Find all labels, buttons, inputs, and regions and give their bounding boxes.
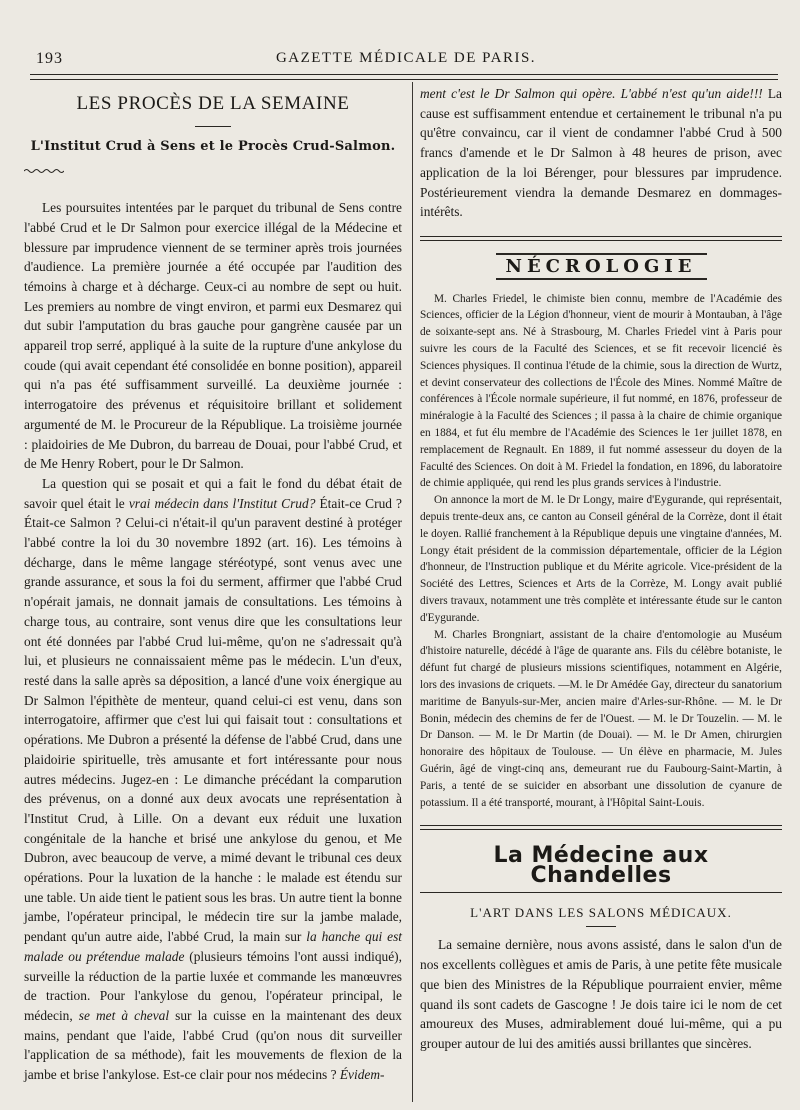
title-rule xyxy=(195,126,231,127)
banner-rule-top xyxy=(420,825,782,830)
art-title: L'ART DANS LES SALONS MÉDICAUX. xyxy=(470,904,732,920)
necrology-friedel: M. Charles Friedel, le chimiste bien connu, membre de l'Académie des Sciences, officier de la Légion d'honneur, vient de mourir à Montauban, à l'âge de soixante-sept ans. Né à Strasbourg, M. Charles Friedel vint à Paris pour suivre les cours de la Faculté des Sciences, et se fit recevoir licencié ès Sciences physiques. Il continua l'étude de la chimie, sous la direction de Wurtz, et devint conservateur des collections de l'École des Mines. Nommé Maître de conférences à l'École normale supérieure, il fut nommé, en 1876, professeur de minéralogie à la Faculté des Sciences ; il passa à la chaire de chimie organique en 1884, et fut élu membre de l'Académie des Sciences le 1er juillet 1878, en remplacement de Regnault. En 1889, il fut nommé assesseur du doyen de la Faculté des Sciences. On doit à M. Friedel la fondation, en 1896, du laboratoire de chimie appliquée, qui rend les plus grands services à l'industrie. xyxy=(420,292,782,490)
page-header xyxy=(36,48,776,70)
paragraph-1: Les poursuites intentées par le parquet du tribunal de Sens contre l'abbé Crud et le Dr Salmon pour exercice illégal de la Médecine et blessure par imprudence viennent de se terminer après trois journées d'audience. La première journée a été occupée par l'audition des témoins à charge et à décharge. Ceux-ci au nombre de sept ou huit. Les premiers au nombre de vingt environ, et parmi eux Desmarez qui dut subir l'amputation du bras gauche pour gangrène causée par un appareil trop serré, appliqué à la suite de la rupture d'une ankylose du coude (qui avait cependant été consolidée en bonne position), appareil qui n'a pas été suffisamment surveillé. La deuxième journée : interrogatoire des prévenus et réquisitoire brillant et solidement argumenté de M. le Procureur de la République. La troisième journée : plaidoiries de Me Dubron, du barreau de Douai, pour l'abbé Crud, et de Me Henry Robert, pour le Dr Salmon. xyxy=(24,200,402,472)
column-divider xyxy=(412,82,413,1102)
header-rule xyxy=(30,74,778,80)
necrology-longy: On annonce la mort de M. le Dr Longy, maire d'Eygurande, qui représentait, depuis trente-deux ans, ce canton au Conseil général de la Corrèze, dont il était le doyen. Rallié franchement à la République depuis une vingtaine d'années, M. Longy était président de la commission départementale, officier de la Légion d'honneur, de l'Instruction publique et du Mérite agricole. Vice-président de la Société des Lettres, Sciences et Arts de la Corrèze, M. Longy avait publié divers travaux, notamment une très complète et intéressante étude sur le canton d'Eygurande. xyxy=(420,494,782,624)
page-number: 193 xyxy=(36,50,63,67)
wavy-ornament xyxy=(24,168,64,174)
art-rule xyxy=(586,926,616,927)
right-column xyxy=(420,84,782,1054)
necrology-section xyxy=(420,291,782,812)
necrology-brongniart: M. Charles Brongniart, assistant de la chaire d'entomologie au Muséum d'histoire naturelle, décédé à l'âge de quarante ans. Fils du célèbre botaniste, le défunt fut chargé de plusieurs missions scientifiques, notamment en Algérie, lors des invasions de criquets. —M. le Dr Amédée Gay, directeur du sanatorium maritime de Banyuls-sur-Mer, ancien maire d'Arles-sur-Rhône. — M. le Dr Bonin, médecin des chemins de fer de l'Ouest. — M. le Dr Touzelin. — M. le Dr Danson. — M. le Dr Martin (de Douai). — M. le Dr Amen, chirurgien honoraire des hôpitaux de Toulouse. — Un élève en pharmacie, M. Jules Guérin, âgé de vingt-cinq ans, demeurant rue du Faubourg-Saint-Martin, à Paris, a tenté de se suicider en absorbant une dissolution de cyanure de potassium. Il a été transporté, mourant, à l'Hôpital Saint-Louis. xyxy=(420,628,782,809)
section-title: LES PROCÈS DE LA SEMAINE xyxy=(76,93,350,114)
running-title: GAZETTE MÉDICALE DE PARIS. xyxy=(275,50,537,66)
paragraph-2: La question qui se posait et qui a fait le fond du débat était de savoir quel était le vrai médecin dans l'Institut Crud? Était-ce Crud ? Était-ce Salmon ? Celui-ci n'était-il qu'un paravent destiné à protéger l'abbé contre la loi du 30 novembre 1892 (art. 16). Les témoins à décharge, dans le même langage stéréotypé, sont venus avec une grande assurance, et sous la foi du serment, affirmer que l'abbé Crud n'opérait jamais, ne donnait jamais de consultations. Les témoins à charge tous, au contraire, sont venus dire que les consultations leur ont été données par l'abbé Crud lui-même, qu'on ne s'adressait qu'à lui, et plusieurs ne connaissaient même pas le médecin. L'un d'eux, resté dans la salle après sa déposition, a lancé d'une voix énergique au Dr Salmon l'épithète de menteur, quand celui-ci est venu, dans son interrogatoire, affirmer que c'est lui qui faisait tout : consultations et opérations. Me Dubron a présenté la défense de l'abbé Crud, dans une plaidoirie spirituelle, très amusante et fort intéressante pour nous autres médecins. Jugez-en : Le dimanche précédant la comparution des prévenus, on a donné aux deux avocats une représentation à l'Institut Crud, à Lille. On a devant eux réduit une luxation congénitale de la hanche et brisé une ankylose du genou, et Me Dubron, avec beaucoup de verve, a mimé devant le tribunal ces deux opérations. Pour la luxation de la hanche : le malade est étendu sur une table. Un aide tient le patient sous les bras. Un autre tient la bonne jambe, l'opérateur principal, le médecin tire sur la jambe malade, pendant qu'un autre aide, l'abbé Crud, la main sur la hanche qui est malade ou prétendue malade (plusieurs témoins l'ont aussi indiqué), surveille la réduction de la partie luxée et commande les manœuvres de traction. Pour l'ankylose du genou, l'opérateur principal, le médecin, se met à cheval sur la cuisse en la maintenant des deux mains, pendant que l'aide, l'abbé Crud (qu'on nous dit surveiller l'application de sa méthode), fait les mouvements de flexion de la jambe et brise l'ankylose. Est-ce clair pour nos médecins ? Évidem- xyxy=(24,475,402,1083)
left-column xyxy=(24,84,402,1085)
continuation-paragraph: ment c'est le Dr Salmon qui opère. L'abbé n'est qu'un aide!!! La cause est suffisamment entendue et certainement le tribunal n'a pu qu'être convaincu, car il vient de condamner l'abbé Crud à 500 francs d'amende et le Dr Salmon à 48 heures de prison, avec application de la loi Bérenger, pour blessures par imprudence. Postérieurement viendra la demande Desmarez en dommages-intérêts. xyxy=(420,86,782,220)
banner-rule xyxy=(420,892,782,893)
article-subtitle: L'Institut Crud à Sens et le Procès Crud-Salmon. xyxy=(30,138,396,154)
necrology-rule-top xyxy=(420,236,782,241)
art-paragraph: La semaine dernière, nous avons assisté, dans le salon d'un de nos excellents collègues et amis de Paris, à une petite fête musicale que bien des Ministres de la République pourraient envier, même quand ils sont cadets de Gascogne ! Je dois taire ici le nom de cet amoureux des Muses, admirablement doué lui-même, qui a pu grouper autour de lui des amitiés aussi brillantes que sincères. xyxy=(420,937,782,1051)
necrology-title: NÉCROLOGIE xyxy=(420,257,782,277)
banner-title: La Médecine aux Chandelles xyxy=(493,843,709,889)
